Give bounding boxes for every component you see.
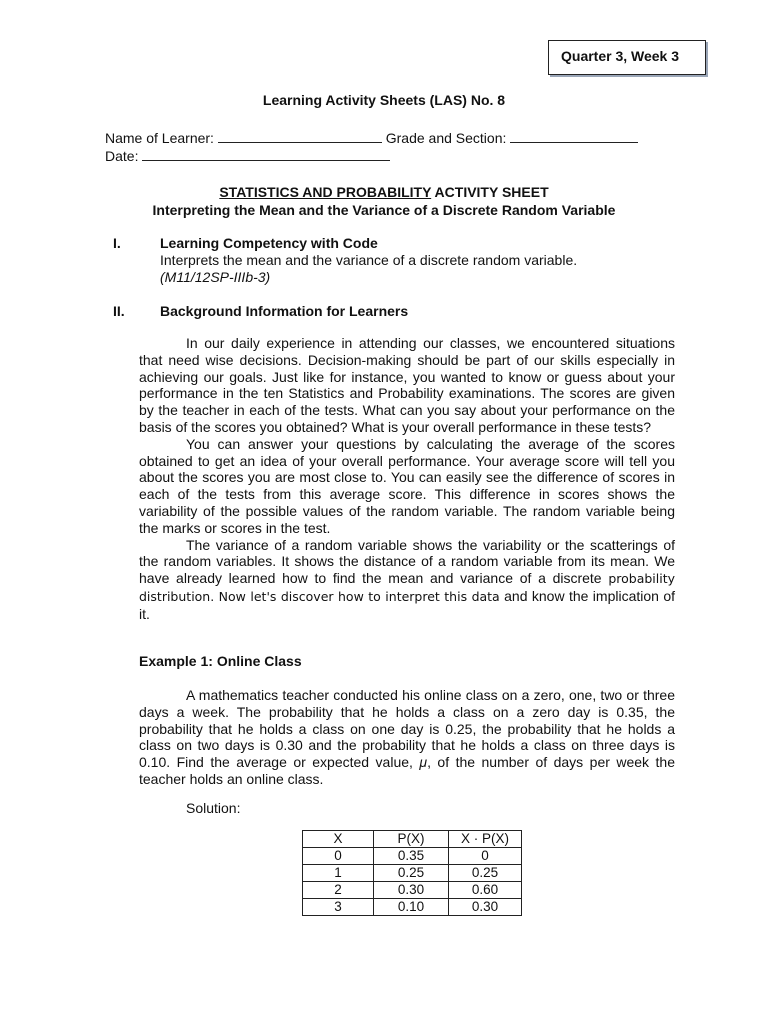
- background-text: [139, 335, 675, 623]
- sheet-title: [0, 184, 768, 200]
- header-x: X: [303, 831, 374, 848]
- table-cell: 2: [303, 882, 374, 899]
- section-2-heading: Background Information for Learners: [160, 303, 409, 319]
- example-1-title: Example 1: Online Class: [139, 653, 302, 669]
- table-row: [303, 882, 522, 899]
- learner-name-row: [105, 129, 638, 147]
- date-blank: [142, 147, 390, 161]
- background-paragraph-2: You can answer your questions by calculating the average of the scores obtained to get an idea of your overall performance. Your average score will tell you about the scores you are most close to. You can easily see the difference of scores in each of the tests from this average score. This difference in scores shows the variability of the possible values of the random variable. The random variable being the marks or scores in the test.: [139, 435, 675, 536]
- table-cell: 0.35: [374, 848, 449, 865]
- header-px: P(X): [374, 831, 449, 848]
- paragraph-3-part-b: probability distribution. Now let's discover how to interpret this data: [139, 571, 676, 604]
- name-label: Name of Learner:: [105, 130, 214, 146]
- paragraph-3-part-a: The variance of a random variable shows the variability or the scatterings of the random variables. It shows the distance of a random variable from its mean. We have already learned how to find the mean and variance of a discrete: [139, 536, 675, 587]
- table-cell: 0.25: [374, 865, 449, 882]
- table-cell: 0.25: [449, 865, 522, 882]
- date-row: [105, 147, 638, 165]
- learner-info: [105, 129, 638, 165]
- mu-symbol: μ: [419, 754, 428, 771]
- quarter-week-box: [548, 40, 706, 75]
- section-2-number: II.: [113, 303, 125, 319]
- table-row: [303, 848, 522, 865]
- sheet-subtitle: Interpreting the Mean and the Variance of a Discrete Random Variable: [152, 202, 616, 218]
- subject-title: STATISTICS AND PROBABILITY: [219, 184, 432, 200]
- table-cell: 0.30: [449, 899, 522, 916]
- table-cell: 3: [303, 899, 374, 916]
- grade-blank: [510, 129, 638, 143]
- competency-code: (M11/12SP-IIIb-3): [160, 269, 271, 285]
- solution-table: [302, 830, 522, 916]
- table-cell: 0.60: [449, 882, 522, 899]
- background-paragraph-3: [139, 537, 675, 623]
- section-1-number: I.: [113, 235, 121, 251]
- table-header-row: [303, 831, 522, 848]
- header-x-times-px: X · P(X): [449, 831, 522, 848]
- sheet-title-rest: ACTIVITY SHEET: [431, 184, 549, 200]
- table-cell: 0: [303, 848, 374, 865]
- example-1-paragraph: [139, 687, 675, 788]
- las-title: Learning Activity Sheets (LAS) No. 8: [262, 92, 506, 108]
- example-text-b: , of the number of days per week the teacher holds an online class.: [139, 754, 675, 787]
- paragraph-3-part-c: and know the implication of it.: [139, 587, 675, 622]
- table-row: [303, 865, 522, 882]
- section-1-heading: Learning Competency with Code: [160, 235, 378, 251]
- grade-label: Grade and Section:: [385, 130, 507, 146]
- table-cell: 1: [303, 865, 374, 882]
- background-paragraph-1: In our daily experience in attending our classes, we encountered situations that need wise decisions. Decision-making should be part of our skills especially in achieving our goals. Just like for instance, you wanted to know or guess about your performance in the ten Statistics and Probability examinations. The scores are given by the teacher in each of the tests. What can you say about your performance on the basis of the scores you obtained? What is your overall performance in these tests?: [139, 335, 675, 435]
- quarter-week-label: Quarter 3, Week 3: [561, 48, 680, 64]
- competency-text: Interprets the mean and the variance of a discrete random variable.: [160, 252, 578, 268]
- date-label: Date:: [105, 148, 139, 164]
- table-row: [303, 899, 522, 916]
- name-blank: [218, 129, 382, 143]
- solution-label: Solution:: [186, 800, 241, 816]
- table-cell: 0.10: [374, 899, 449, 916]
- example-1-text: [139, 687, 675, 788]
- table-cell: 0.30: [374, 882, 449, 899]
- example-text-a: A mathematics teacher conducted his online class on a zero, one, two or three days a week. The probability that he holds a class on a zero day is 0.35, the probability that he holds a class on one day is 0.25, the probability that he holds a class on two days is 0.30 and the probability that he holds a class on three days is 0.10. Find the average or expected value,: [139, 687, 675, 771]
- table-cell: 0: [449, 848, 522, 865]
